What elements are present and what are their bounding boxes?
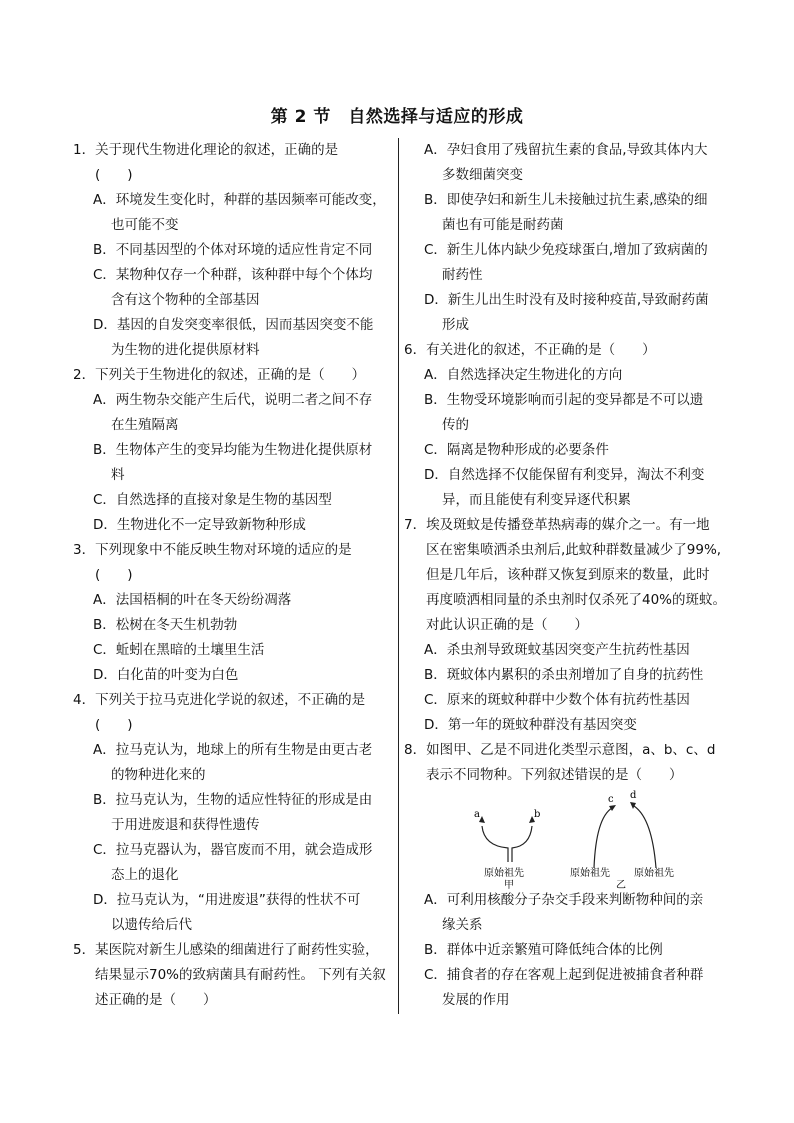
answer-option: A．可利用核酸分子杂交手段来判断物种间的亲 xyxy=(424,892,704,908)
answer-option: D．白化苗的叶变为白色 xyxy=(93,667,239,683)
answer-option: A．两生物杂交能产生后代，说明二者之间不存 xyxy=(93,392,373,408)
question-stem: 7．埃及斑蚊是传播登革热病毒的媒介之一。有一地 xyxy=(404,517,710,533)
page-title: 第 2 节 自然选择与适应的形成 xyxy=(270,107,524,127)
text-line: 述正确的是（ ） xyxy=(95,992,217,1008)
text-line: 表示不同物种。下列叙述错误的是（ ） xyxy=(426,767,683,783)
answer-option: B．生物体产生的变异均能为生物进化提供原材 xyxy=(93,442,373,458)
text-line: 以遗传给后代 xyxy=(111,917,192,933)
question-stem: 6．有关进化的叙述，不正确的是（ ） xyxy=(404,342,656,358)
answer-option: B．生物受环境影响而引起的变异都是不可以遗 xyxy=(424,392,704,408)
answer-option: C．拉马克器认为，器官废而不用，就会造成形 xyxy=(93,842,373,858)
answer-option: C．隔离是物种形成的必要条件 xyxy=(424,442,609,458)
answer-option: A．法国梧桐的叶在冬天纷纷凋落 xyxy=(93,592,292,608)
ancestor-label-jia: 原始祖先 xyxy=(484,868,524,879)
answer-option: B．群体中近亲繁殖可降低纯合体的比例 xyxy=(424,942,663,958)
text-line: ( ) xyxy=(95,567,133,583)
answer-option: A．孕妇食用了残留抗生素的食品,导致其体内大 xyxy=(424,142,708,158)
right-top-block xyxy=(404,138,734,788)
text-line: 耐药性 xyxy=(442,267,483,283)
answer-option: C．原来的斑蚊种群中少数个体有抗药性基因 xyxy=(424,692,690,708)
text-line: 缘关系 xyxy=(442,917,483,933)
label-c: c xyxy=(608,794,614,805)
answer-option: C．蚯蚓在黑暗的土壤里生活 xyxy=(93,642,265,658)
answer-option: A．拉马克认为，地球上的所有生物是由更古老 xyxy=(93,742,373,758)
answer-option: B．即使孕妇和新生儿未接触过抗生素,感染的细 xyxy=(424,192,708,208)
text-line: 传的 xyxy=(442,417,469,433)
arrowhead-d xyxy=(630,802,636,809)
branch-c-arrow xyxy=(594,808,612,868)
text-line: 异，而且能使有利变异逐代积累 xyxy=(442,492,631,508)
text-line: 对此认识正确的是（ ） xyxy=(426,617,588,633)
text-line: 再度喷洒相同量的杀虫剂时仅杀死了40%的斑蚊。 xyxy=(426,592,727,608)
answer-option: D．拉马克认为，“用进废退”获得的性状不可 xyxy=(93,892,361,908)
right-bottom-block xyxy=(404,888,734,1013)
answer-option: D．自然选择不仅能保留有利变异，淘汰不利变 xyxy=(424,467,705,483)
evolution-diagram xyxy=(404,788,734,891)
branch-a-arrow xyxy=(482,826,508,862)
answer-option: B．松树在冬天生机勃勃 xyxy=(93,617,238,633)
answer-option: C．新生儿体内缺少免疫球蛋白,增加了致病菌的 xyxy=(424,242,708,258)
answer-option: C．自然选择的直接对象是生物的基因型 xyxy=(93,492,332,508)
answer-option: D．生物进化不一定导致新物种形成 xyxy=(93,517,306,533)
text-line: 料 xyxy=(111,467,125,483)
text-line: ( ) xyxy=(95,167,133,183)
answer-option: D．基因的自发突变率很低，因而基因突变不能 xyxy=(93,317,374,333)
question-stem: 4．下列关于拉马克进化学说的叙述，不正确的是 xyxy=(73,692,366,708)
text-line: ( ) xyxy=(95,717,133,733)
text-line: 发展的作用 xyxy=(442,992,510,1008)
text-line: 区在密集喷洒杀虫剂后,此蚊种群数量减少了99%, xyxy=(426,542,722,558)
ancestor-label-yi-left: 原始祖先 xyxy=(570,868,610,879)
text-line: 在生殖隔离 xyxy=(111,417,179,433)
answer-option: D．第一年的斑蚊种群没有基因突变 xyxy=(424,717,637,733)
text-line: 含有这个物种的全部基因 xyxy=(111,292,260,308)
text-line: 态上的退化 xyxy=(111,867,179,883)
text-line: 为生物的进化提供原材料 xyxy=(111,342,260,358)
question-stem: 8．如图甲、乙是不同进化类型示意图，a、b、c、d xyxy=(404,742,716,758)
evolution-diagram-svg xyxy=(444,788,684,891)
question-stem: 3．下列现象中不能反映生物对环境的适应的是 xyxy=(73,542,352,558)
answer-option: B．拉马克认为，生物的适应性特征的形成是由 xyxy=(93,792,373,808)
text-line: 结果显示70%的致病菌具有耐药性。 下列有关叙 xyxy=(95,967,386,983)
answer-option: B．斑蚊体内累积的杀虫剂增加了自身的抗药性 xyxy=(424,667,704,683)
answer-option: C．捕食者的存在客观上起到促进被捕食者种群 xyxy=(424,967,704,983)
text-line: 但是几年后，该种群又恢复到原来的数量，此时 xyxy=(426,567,710,583)
text-line: 多数细菌突变 xyxy=(442,167,523,183)
answer-option: A．环境发生变化时，种群的基因频率可能改变， xyxy=(93,192,386,208)
label-b: b xyxy=(534,809,541,820)
answer-option: A．自然选择决定生物进化的方向 xyxy=(424,367,623,383)
text-line: 形成 xyxy=(442,317,469,333)
question-stem: 2．下列关于生物进化的叙述，正确的是（ ） xyxy=(73,367,366,383)
answer-option: B．不同基因型的个体对环境的适应性肯定不同 xyxy=(93,242,373,258)
right-column xyxy=(404,138,734,1013)
left-column xyxy=(73,138,399,1013)
text-line: 也可能不变 xyxy=(111,217,179,233)
label-yi: 乙 xyxy=(616,880,626,891)
text-line: 于用进废退和获得性遗传 xyxy=(111,817,260,833)
branch-b-arrow xyxy=(512,826,532,862)
text-line: 菌也有可能是耐药菌 xyxy=(442,217,564,233)
label-d: d xyxy=(630,790,637,801)
answer-option: A．杀虫剂导致斑蚊基因突变产生抗药性基因 xyxy=(424,642,690,658)
answer-option: D．新生儿出生时没有及时接种疫苗,导致耐药菌 xyxy=(424,292,709,308)
question-stem: 5．某医院对新生儿感染的细菌进行了耐药性实验， xyxy=(73,942,379,958)
text-line: 的物种进化来的 xyxy=(111,767,206,783)
answer-option: C．某物种仅存一个种群，该种群中每个个体均 xyxy=(93,267,373,283)
label-jia: 甲 xyxy=(504,880,514,891)
branch-d-arrow xyxy=(634,806,656,868)
ancestor-label-yi-right: 原始祖先 xyxy=(634,868,674,879)
label-a: a xyxy=(474,809,480,820)
question-stem: 1．关于现代生物进化理论的叙述，正确的是 xyxy=(73,142,339,158)
